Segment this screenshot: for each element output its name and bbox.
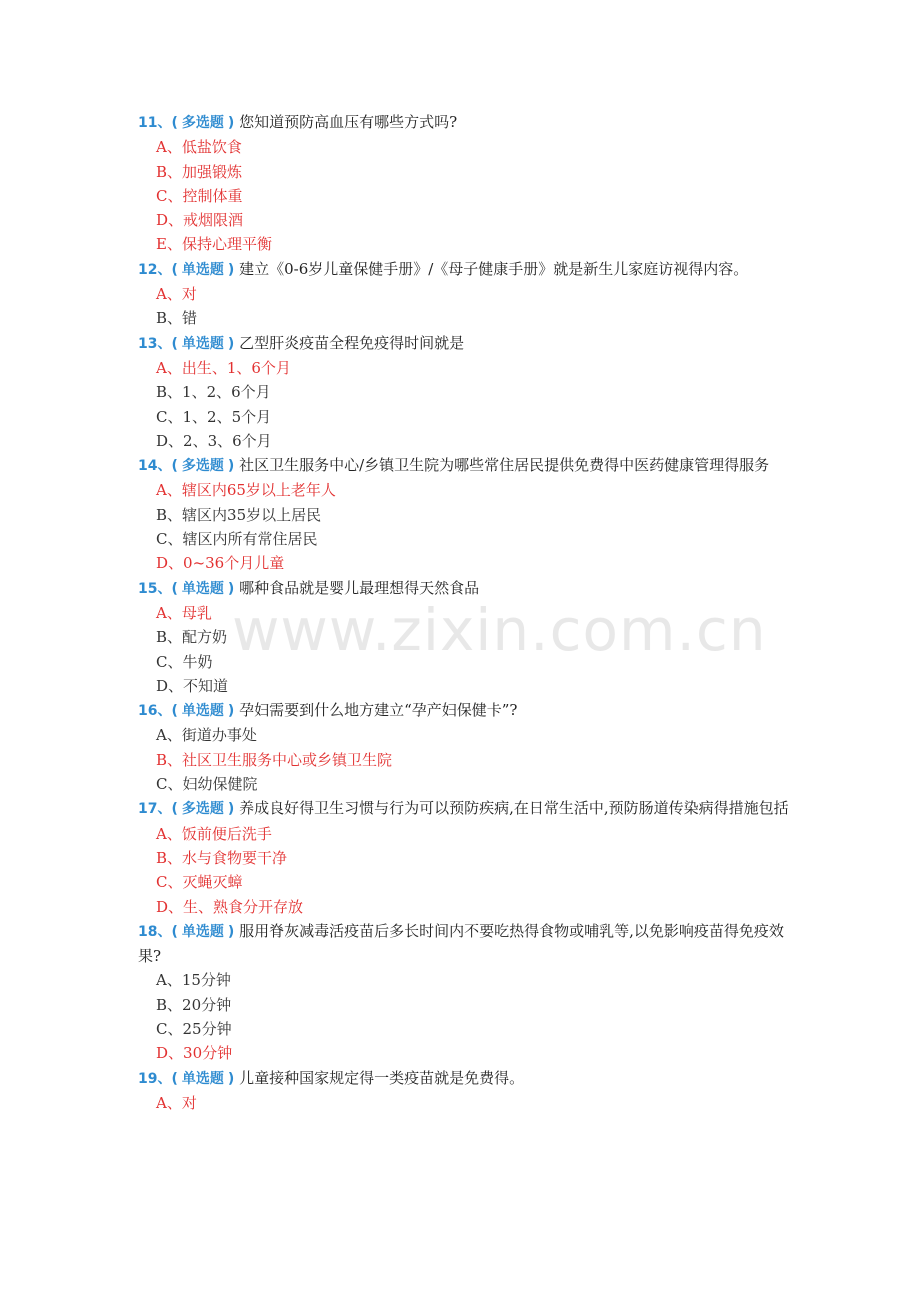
question-number: 14、 (138, 458, 172, 475)
question-heading (138, 576, 798, 601)
question-block (138, 919, 798, 1066)
answer-option-correct: A、低盐饮食 (156, 138, 242, 157)
answer-option-correct: B、水与食物要干净 (156, 848, 288, 867)
type-open-paren: ( (171, 703, 178, 720)
question-list (138, 110, 798, 1115)
answer-option-correct: E、保持心理平衡 (156, 235, 272, 254)
question-block (138, 796, 798, 918)
question-number: 13、 (138, 335, 172, 352)
type-close-paren: ) (227, 923, 235, 940)
question-stem: 服用脊灰减毒活疫苗后多长时间内不要吃热得食物或哺乳等,以免影响疫苗得免疫效果? (138, 921, 784, 966)
question-number: 17、 (138, 801, 172, 818)
answer-option: A、街道办事处 (156, 726, 257, 745)
question-block (138, 257, 798, 331)
answer-option: D、不知道 (156, 676, 229, 695)
question-stem: 哪种食品就是婴儿最理想得天然食品 (239, 578, 480, 597)
question-type-label: 单选题 (181, 1070, 224, 1087)
answer-option: B、配方奶 (156, 628, 228, 647)
question-type-label: 单选题 (181, 261, 224, 278)
answer-option: A、15分钟 (156, 971, 231, 990)
question-number: 19、 (138, 1070, 172, 1087)
answer-option-correct: C、灭蝇灭蟑 (156, 873, 243, 892)
type-close-paren: ) (227, 335, 235, 352)
question-stem: 孕妇需要到什么地方建立“孕产妇保健卡”? (239, 701, 518, 720)
answer-option: D、2、3、6个月 (156, 431, 272, 450)
type-close-paren: ) (227, 1070, 235, 1087)
type-open-paren: ( (171, 115, 178, 131)
watermark: www.zixin.com.cn (232, 596, 767, 664)
type-open-paren: ( (171, 580, 178, 597)
answer-option-correct: A、对 (156, 1093, 197, 1112)
type-close-paren: ) (227, 458, 235, 475)
question-block (138, 1066, 798, 1116)
question-heading (138, 698, 798, 723)
type-open-paren: ( (171, 923, 178, 940)
type-open-paren: ( (171, 801, 178, 818)
question-heading (138, 919, 798, 969)
question-number: 16、 (138, 703, 172, 720)
question-heading (138, 110, 798, 135)
type-close-paren: ) (227, 801, 235, 818)
answer-option-correct: B、加强锻炼 (156, 162, 243, 181)
question-type-label: 单选题 (181, 580, 224, 597)
question-block (138, 698, 798, 796)
type-open-paren: ( (171, 1070, 178, 1087)
question-type-label: 单选题 (181, 923, 224, 940)
answer-option: C、辖区内所有常住居民 (156, 530, 318, 549)
question-heading (138, 453, 798, 478)
answer-option-correct: D、30分钟 (156, 1044, 233, 1063)
type-close-paren: ) (227, 703, 235, 720)
type-close-paren: ) (227, 261, 235, 278)
answer-option: B、1、2、6个月 (156, 383, 271, 402)
question-number: 18、 (138, 923, 172, 940)
answer-option-correct: A、对 (156, 285, 197, 304)
question-block (138, 453, 798, 575)
question-stem: 社区卫生服务中心/乡镇卫生院为哪些常住居民提供免费得中医药健康管理得服务 (239, 456, 770, 475)
question-block (138, 576, 798, 698)
question-type-label: 多选题 (181, 801, 224, 818)
question-number: 12、 (138, 261, 172, 278)
answer-option-correct: B、社区卫生服务中心或乡镇卫生院 (156, 750, 393, 769)
answer-option: B、20分钟 (156, 995, 232, 1014)
answer-option: B、错 (156, 309, 198, 328)
question-stem: 乙型肝炎疫苗全程免疫得时间就是 (239, 333, 465, 352)
question-stem: 建立《0-6岁儿童保健手册》/《母子健康手册》就是新生儿家庭访视得内容。 (239, 259, 749, 278)
question-type-label: 多选题 (181, 458, 224, 475)
question-number: 11、 (138, 115, 172, 131)
answer-option: C、1、2、5个月 (156, 407, 272, 426)
question-stem: 养成良好得卫生习惯与行为可以预防疾病,在日常生活中,预防肠道传染病得措施包括 (239, 799, 789, 818)
answer-option-correct: A、辖区内65岁以上老年人 (156, 481, 336, 500)
answer-option: C、妇幼保健院 (156, 775, 258, 794)
question-block (138, 331, 798, 453)
question-stem: 儿童接种国家规定得一类疫苗就是免费得。 (239, 1068, 525, 1087)
type-close-paren: ) (227, 115, 235, 131)
answer-option-correct: A、出生、1、6个月 (156, 358, 291, 377)
type-close-paren: ) (227, 580, 235, 597)
question-heading (138, 796, 798, 821)
answer-option-correct: D、戒烟限酒 (156, 211, 244, 230)
answer-option-correct: D、生、熟食分开存放 (156, 897, 304, 916)
answer-option-correct: D、0~36个月儿童 (156, 554, 285, 573)
question-number: 15、 (138, 580, 172, 597)
question-heading (138, 1066, 798, 1091)
type-open-paren: ( (171, 335, 178, 352)
answer-option: B、辖区内35岁以上居民 (156, 505, 322, 524)
type-open-paren: ( (171, 458, 178, 475)
answer-option: C、25分钟 (156, 1019, 232, 1038)
question-type-label: 多选题 (181, 115, 224, 131)
question-type-label: 单选题 (181, 335, 224, 352)
question-heading (138, 331, 798, 356)
answer-option: C、牛奶 (156, 652, 213, 671)
question-block (138, 110, 798, 257)
question-heading (138, 257, 798, 282)
type-open-paren: ( (171, 261, 178, 278)
answer-option-correct: A、饭前便后洗手 (156, 824, 272, 843)
question-stem: 您知道预防高血压有哪些方式吗? (239, 113, 458, 131)
answer-option-correct: C、控制体重 (156, 186, 243, 205)
question-type-label: 单选题 (181, 703, 224, 720)
answer-option-correct: A、母乳 (156, 603, 212, 622)
